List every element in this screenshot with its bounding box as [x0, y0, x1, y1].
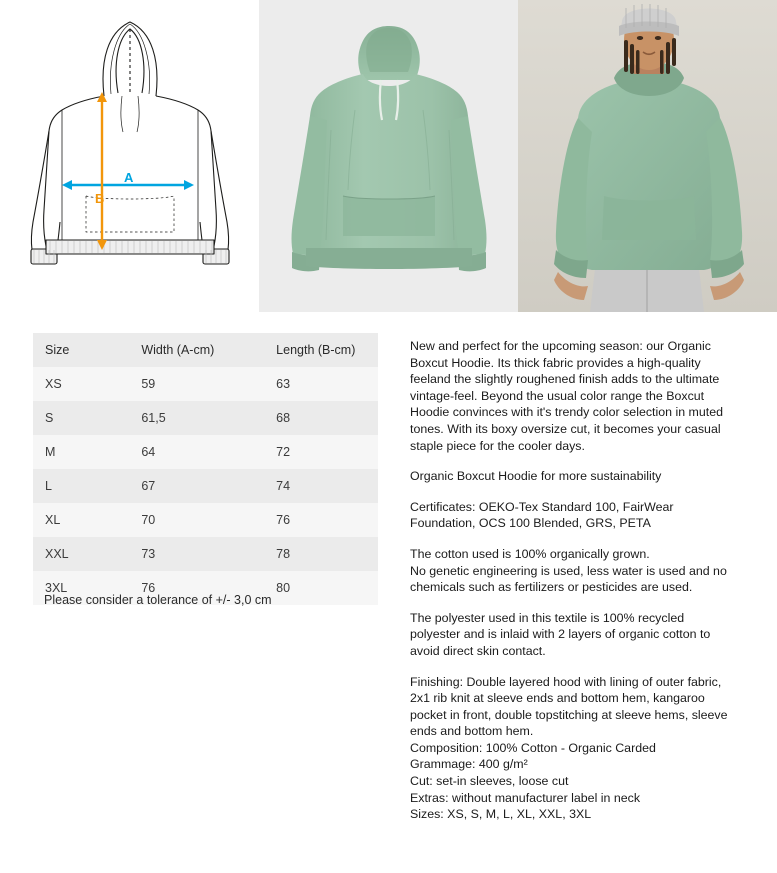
- tolerance-note: Please consider a tolerance of +/- 3,0 cm: [44, 593, 272, 607]
- cell-size: 3XL: [45, 581, 68, 595]
- table-row: [33, 367, 378, 401]
- description-cotton-line-1: The cotton used is 100% organically grown.: [410, 546, 650, 561]
- measure-a-label: A: [124, 170, 134, 185]
- details-section: [0, 312, 777, 873]
- table-header-row: [33, 333, 378, 367]
- description-intro: New and perfect for the upcoming season: our Organic Boxcut Hoodie. Its thick fabric provides a high-quality feeland the slightly roughened finish adds to the ultimate vintage-feel. Beyond the usual color range the Boxcut Hoodie convinces with it's trendy color selection in muted tones. With its boxy oversize cut, it becomes your casual staple piece for the cooler days.: [410, 339, 723, 453]
- table-row: [33, 435, 378, 469]
- description-certificates: Certificates: OEKO-Tex Standard 100, FairWear Foundation, OCS 100 Blended, GRS, PETA: [410, 499, 674, 531]
- cell-width: 73: [141, 547, 156, 561]
- product-flat-image: [259, 0, 518, 312]
- product-description: [410, 338, 730, 823]
- cell-length: 80: [276, 581, 291, 595]
- cell-size: S: [45, 411, 54, 425]
- description-sizes: Sizes: XS, S, M, L, XL, XXL, 3XL: [410, 807, 592, 822]
- cell-width: 70: [141, 513, 156, 527]
- cell-size: L: [45, 479, 52, 493]
- cell-width: 59: [141, 377, 156, 391]
- description-composition: Composition: 100% Cotton - Organic Carded: [410, 740, 656, 755]
- table-row: [33, 537, 378, 571]
- cell-length: 72: [276, 445, 291, 459]
- measure-b-label: B: [95, 191, 105, 206]
- description-cut: Cut: set-in sleeves, loose cut: [410, 774, 569, 789]
- description-extras: Extras: without manufacturer label in neck: [410, 790, 641, 805]
- cell-width: 67: [141, 479, 156, 493]
- table-row: [33, 469, 378, 503]
- cell-size: XXL: [45, 547, 69, 561]
- description-finishing: Finishing: Double layered hood with lining of outer fabric, 2x1 rib knit at sleeve ends and bottom hem, kangaroo pocket in front, double topstitching at sleeve hems, sleeve ends and bottom hem.: [410, 674, 728, 739]
- cell-length: 68: [276, 411, 291, 425]
- cell-size: M: [45, 445, 56, 459]
- cell-length: 74: [276, 479, 291, 493]
- description-grammage: Grammage: 400 g/m²: [410, 757, 528, 772]
- cell-width: 61,5: [141, 411, 166, 425]
- cell-length: 63: [276, 377, 291, 391]
- column-header-size: Size: [45, 343, 70, 357]
- cell-width: 64: [141, 445, 156, 459]
- technical-drawing-svg: [0, 0, 259, 312]
- cell-length: 78: [276, 547, 291, 561]
- cell-size: XS: [45, 377, 62, 391]
- product-image-strip: [0, 0, 777, 312]
- column-header-width: Width (A-cm): [141, 343, 215, 357]
- description-sustainability: Organic Boxcut Hoodie for more sustainability: [410, 469, 662, 484]
- model-image: [518, 0, 777, 312]
- flat-hoodie-graphic: [259, 0, 518, 312]
- table-row: [33, 503, 378, 537]
- column-header-length: Length (B-cm): [276, 343, 356, 357]
- technical-drawing-image: [0, 0, 259, 312]
- table-row: [33, 401, 378, 435]
- size-chart-table: [33, 333, 378, 605]
- cell-width: 76: [141, 581, 156, 595]
- cell-length: 76: [276, 513, 291, 527]
- description-cotton-line-2: No genetic engineering is used, less water is used and no chemicals such as fertilizers or pesticides are used.: [410, 563, 727, 595]
- model-graphic: [518, 0, 777, 312]
- description-polyester: The polyester used in this textile is 100% recycled polyester and is inlaid with 2 layers of organic cotton to avoid direct skin contact.: [410, 610, 711, 658]
- cell-size: XL: [45, 513, 61, 527]
